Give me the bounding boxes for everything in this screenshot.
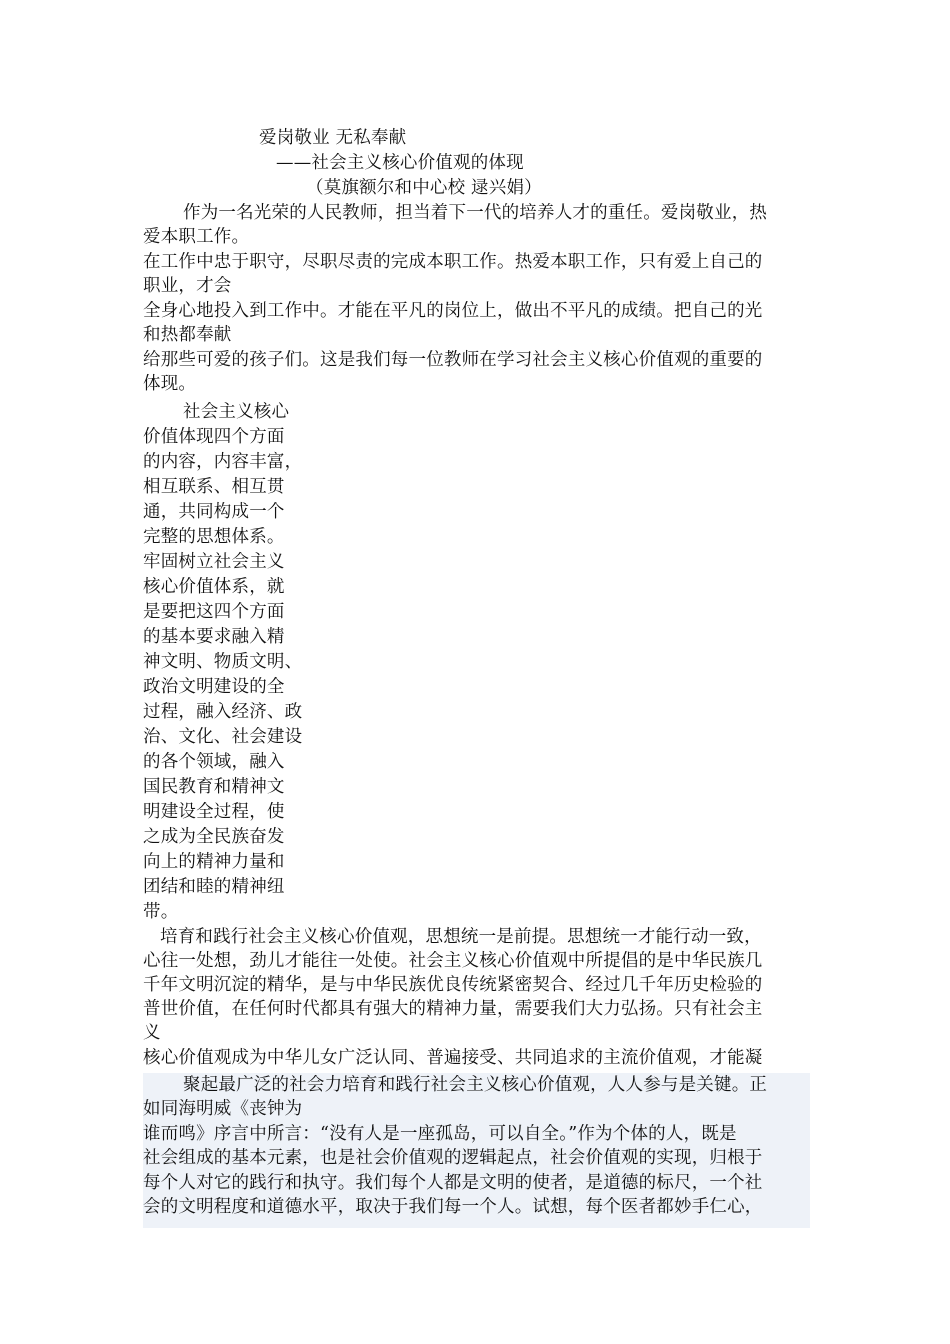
- paragraph-2-line: 的各个领域，融入: [143, 752, 285, 772]
- paragraph-2-line: 价值体现四个方面: [143, 427, 285, 447]
- paragraph-3-line: 千年文明沉淀的精华，是与中华民族优良传统紧密契合、经过几千年历史检验的: [143, 975, 763, 995]
- paragraph-2-line: 过程，融入经济、政: [143, 702, 303, 722]
- document-title: 爱岗敬业 无私奉献: [259, 128, 407, 148]
- paragraph-2-line: 的基本要求融入精: [143, 627, 285, 647]
- paragraph-3-line: 心往一处想，劲儿才能往一处使。社会主义核心价值观中所提倡的是中华民族几: [143, 951, 763, 971]
- paragraph-2-line: 相互联系、相互贯: [143, 477, 285, 497]
- paragraph-2-line: 明建设全过程，使: [143, 802, 285, 822]
- paragraph-2-line: 国民教育和精神文: [143, 777, 285, 797]
- paragraph-4-line: 会的文明程度和道德水平，取决于我们每一个人。试想，每个医者都妙手仁心，: [143, 1197, 763, 1217]
- paragraph-4-line: 如同海明威《丧钟为: [143, 1099, 303, 1119]
- paragraph-1-line: 在工作中忠于职守，尽职尽责的完成本职工作。热爱本职工作，只有爱上自己的: [143, 252, 763, 272]
- paragraph-4-line: 谁而鸣》序言中所言：“没有人是一座孤岛，可以自全。”作为个体的人，既是: [143, 1124, 737, 1144]
- paragraph-2-line: 神文明、物质文明、: [143, 652, 303, 672]
- paragraph-3-line: 普世价值，在任何时代都具有强大的精神力量，需要我们大力弘扬。只有社会主: [143, 999, 763, 1019]
- author-line: （莫旗额尔和中心校 逯兴娟）: [306, 178, 542, 198]
- paragraph-2-line: 之成为全民族奋发: [143, 827, 285, 847]
- paragraph-2-line: 核心价值体系，就: [143, 577, 285, 597]
- paragraph-1-line: 爱本职工作。: [143, 227, 250, 247]
- paragraph-2-line: 治、文化、社会建设: [143, 727, 303, 747]
- paragraph-2-line: 团结和睦的精神纽: [143, 877, 285, 897]
- paragraph-2-line: 政治文明建设的全: [143, 677, 285, 697]
- paragraph-2-line: 牢固树立社会主义: [143, 552, 285, 572]
- paragraph-2-line: 是要把这四个方面: [143, 602, 285, 622]
- paragraph-1-line: 给那些可爱的孩子们。这是我们每一位教师在学习社会主义核心价值观的重要的: [143, 350, 763, 370]
- paragraph-2-line: 社会主义核心: [183, 402, 290, 422]
- paragraph-2-line: 通，共同构成一个: [143, 502, 285, 522]
- paragraph-1-line: 职业，才会: [143, 276, 232, 296]
- paragraph-1-line: 体现。: [143, 374, 197, 394]
- paragraph-4-line: 聚起最广泛的社会力培育和践行社会主义核心价值观，人人参与是关键。正: [183, 1075, 768, 1095]
- paragraph-1-line: 全身心地投入到工作中。才能在平凡的岗位上，做出不平凡的成绩。把自己的光: [143, 301, 763, 321]
- paragraph-1-line: 作为一名光荣的人民教师，担当着下一代的培养人才的重任。爱岗敬业，热: [183, 203, 768, 223]
- paragraph-1-line: 和热都奉献: [143, 325, 232, 345]
- paragraph-3-line: 义: [143, 1023, 161, 1043]
- paragraph-4-line: 每个人对它的践行和执守。我们每个人都是文明的使者，是道德的标尺，一个社: [143, 1173, 763, 1193]
- document-subtitle: ——社会主义核心价值观的体现: [276, 153, 524, 173]
- paragraph-4-line: 社会组成的基本元素，也是社会价值观的逻辑起点，社会价值观的实现，归根于: [143, 1148, 763, 1168]
- paragraph-2-line: 的内容，内容丰富，: [143, 452, 303, 472]
- paragraph-2-line: 带。: [143, 902, 179, 922]
- paragraph-3-line: 培育和践行社会主义核心价值观，思想统一是前提。思想统一才能行动一致，: [160, 927, 762, 947]
- paragraph-2-line: 向上的精神力量和: [143, 852, 285, 872]
- paragraph-3-line: 核心价值观成为中华儿女广泛认同、普遍接受、共同追求的主流价值观，才能凝: [143, 1048, 763, 1068]
- paragraph-2-line: 完整的思想体系。: [143, 527, 285, 547]
